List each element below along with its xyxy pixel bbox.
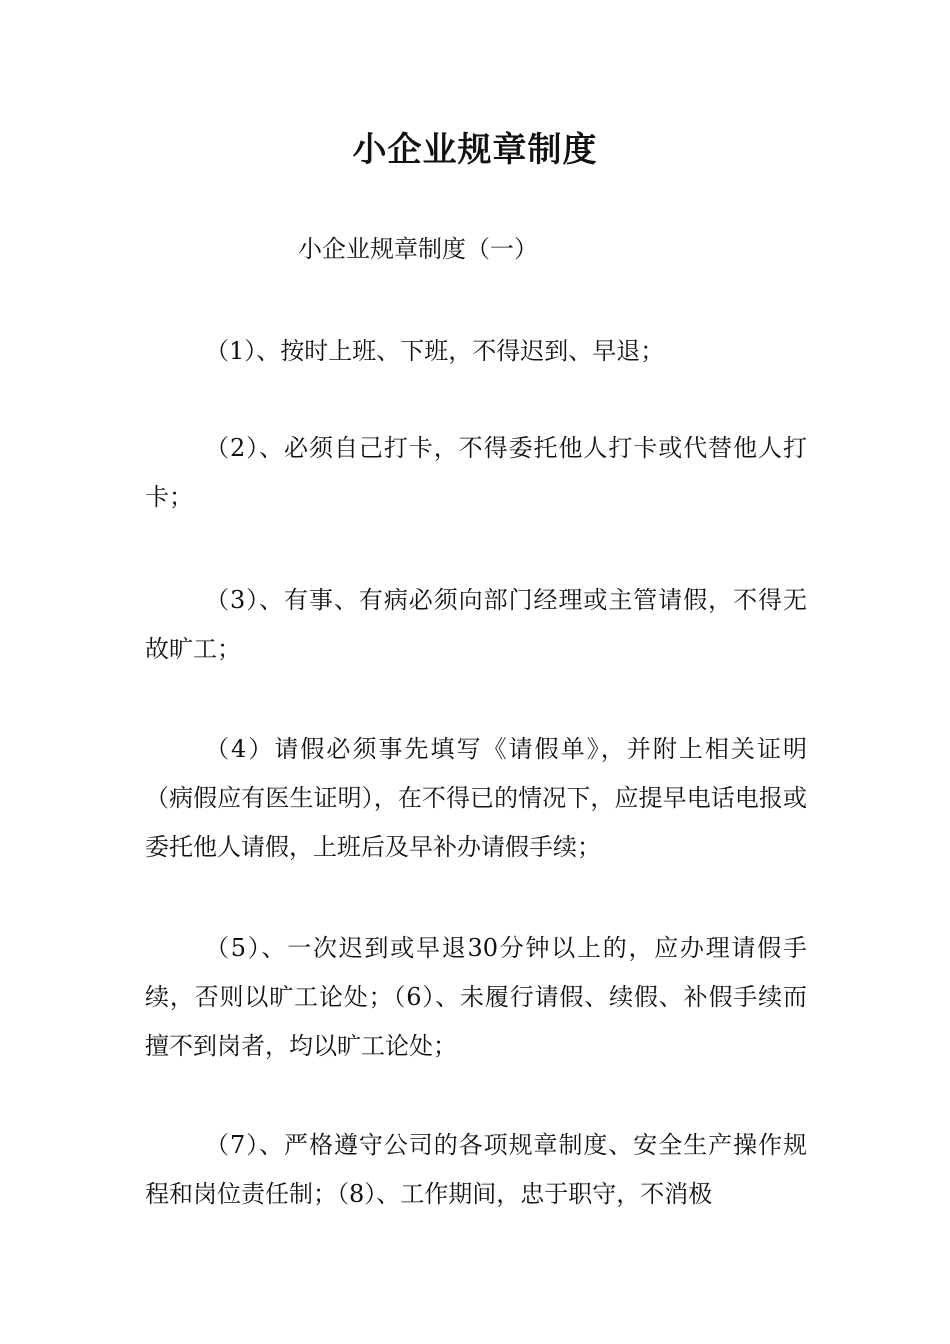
document-title: 小企业规章制度 <box>352 130 598 170</box>
rule-paragraph-5: （5）、一次迟到或早退30分钟以上的，应办理请假手续，否则以旷工论处；（6）、未履行请假、续假、补假手续而擅不到岗者，均以旷工论处； <box>145 934 807 1060</box>
rule-paragraph-1: （1）、按时上班、下班，不得迟到、早退； <box>205 337 665 365</box>
rule-paragraph-2: （2）、必须自己打卡，不得委托他人打卡或代替他人打卡； <box>145 434 807 511</box>
rule-paragraph-4: （4）请假必须事先填写《请假单》，并附上相关证明（病假应有医生证明），在不得已的情况下，应提早电话电报或委托他人请假，上班后及早补办请假手续； <box>145 735 807 861</box>
rule-paragraph-3: （3）、有事、有病必须向部门经理或主管请假，不得无故旷工； <box>145 586 807 663</box>
document-subtitle: 小企业规章制度（一） <box>298 235 538 263</box>
rule-paragraph-6: （7）、严格遵守公司的各项规章制度、安全生产操作规程和岗位责任制；（8）、工作期间，忠于职守，不消极 <box>145 1131 807 1208</box>
